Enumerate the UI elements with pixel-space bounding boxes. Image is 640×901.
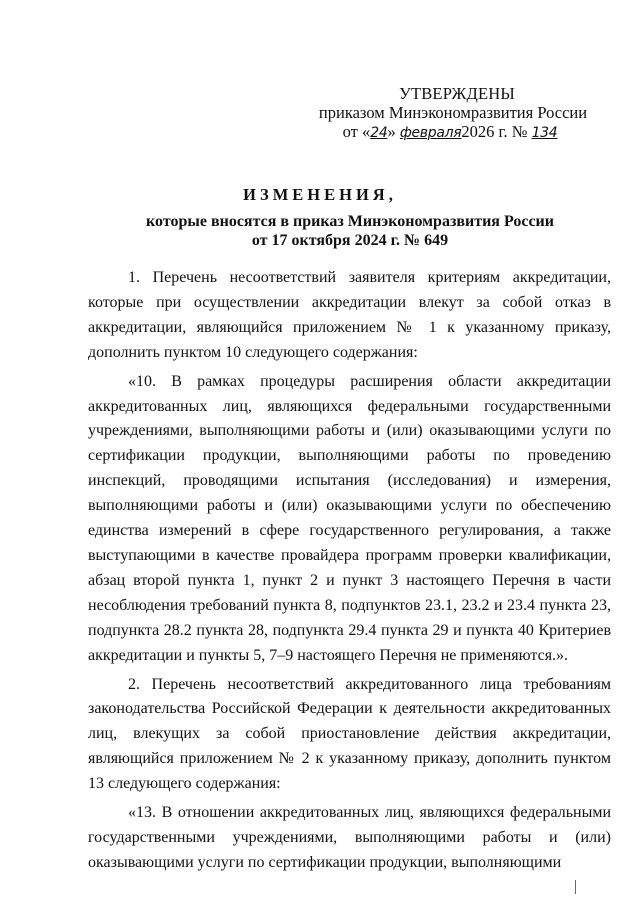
date-mid: » (387, 122, 396, 141)
document-body (88, 266, 611, 880)
date-prefix: от « (342, 122, 371, 141)
subtitle-line-2: от 17 октября 2024 г. № 649 (251, 232, 449, 249)
document-title: ИЗМЕНЕНИЯ, (243, 185, 397, 204)
handwritten-day: 24 (370, 125, 388, 141)
approval-heading: УТВЕРЖДЕНЫ (399, 84, 515, 103)
subtitle-line-1: которые вносятся в приказ Минэкономразвития России (146, 213, 554, 230)
paragraph-1: 1. Перечень несоответствий заявителя критериям аккредитации, которые при осуществлении аккредитации влекут за собой отказ в аккредитации, являющийся приложением № 1 к указанному приказу, дополнить пунктом 10 следующего содержания: (88, 269, 611, 361)
approval-date-line (300, 122, 590, 143)
year-text: 2026 г. № (461, 122, 528, 141)
handwritten-number: 134 (531, 125, 558, 141)
scan-artifact (575, 880, 576, 894)
paragraph-point-10: «10. В рамках процедуры расширения области аккредитации аккредитованных лиц, являющихся федеральными государственными учреждениями, выполняющими работы и (или) оказывающими услуги по сертификации продукции, выполняющими работы по проведению инспекций, проводящими испытания (исследования) и измерения, выполняющими работы и (или) оказывающими услуги по обеспечению единства измерений в сфере государственного регулирования, а также выступающими в качестве провайдера программ проверки квалификации, абзац второй пункта 1, пункт 2 и пункт 3 настоящего Перечня в части несоблюдения требований пункта 8, подпунктов 23.1, 23.2 и 23.4 пункта 23, подпункта 28.2 пункта 28, подпункта 29.4 пункта 29 и пункта 40 Критериев аккредитации и пункты 5, 7–9 настоящего Перечня не применяются.». (88, 372, 611, 664)
approval-stamp (300, 84, 590, 143)
paragraph-2: 2. Перечень несоответствий аккредитованного лица требованиям законодательства Российской Федерации к деятельности аккредитованных лиц, влекущих за собой приостановление действия аккредитации, являющийся приложением № 2 к указанному приказу, дополнить пунктом 13 следующего содержания: (88, 675, 611, 793)
paragraph-point-13: «13. В отношении аккредитованных лиц, являющихся федеральными государственными учреждениями, выполняющими работы и (или) оказывающими услуги по сертификации продукции, выполняющими (88, 804, 611, 871)
document-subtitle (90, 212, 610, 250)
handwritten-month: февраля (399, 125, 462, 141)
approval-order-line: приказом Минэкономразвития России (318, 103, 588, 122)
